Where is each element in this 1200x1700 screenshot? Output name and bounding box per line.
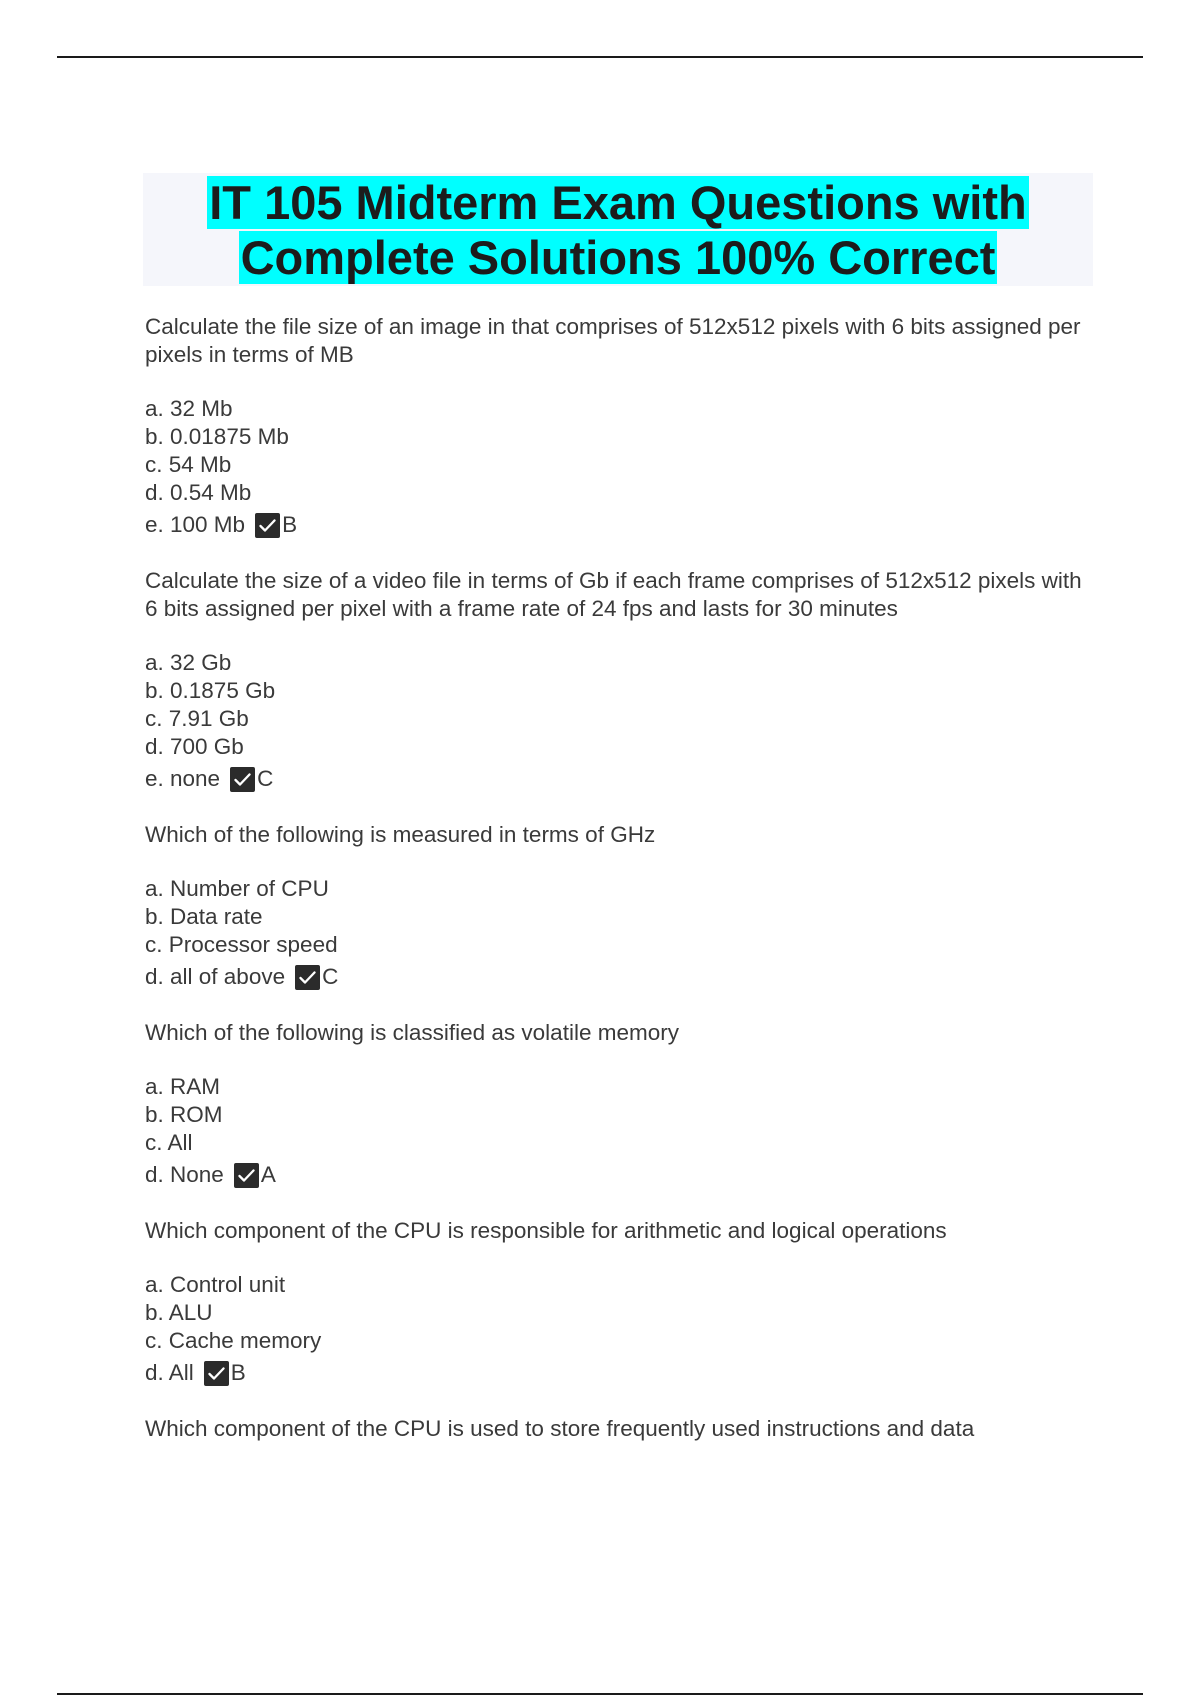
- checkmark-icon: [295, 965, 320, 990]
- option-item-with-answer: [145, 963, 1085, 991]
- option-list: [145, 649, 1085, 793]
- title-line-1: IT 105 Midterm Exam Questions with: [209, 175, 1027, 229]
- question-block: [145, 821, 1085, 991]
- question-text: Which component of the CPU is used to store frequently used instructions and data: [145, 1416, 975, 1441]
- option-list: [145, 1073, 1085, 1189]
- question-block: [145, 1019, 1085, 1189]
- option-item: a. 32 Gb: [145, 650, 232, 675]
- question-block: [145, 313, 1085, 539]
- option-label: d. All: [145, 1360, 194, 1385]
- option-item: b. ROM: [145, 1102, 223, 1127]
- option-label: d. all of above: [145, 964, 286, 989]
- checkmark-icon: [255, 513, 280, 538]
- option-item: b. Data rate: [145, 904, 263, 929]
- option-item: a. 32 Mb: [145, 396, 233, 421]
- question-text: Which component of the CPU is responsible for arithmetic and logical operations: [145, 1218, 947, 1243]
- answer-letter: B: [282, 512, 298, 537]
- question-block: [145, 567, 1085, 793]
- question-text: Calculate the file size of an image in that comprises of 512x512 pixels with 6 bits assigned per pixels in terms of MB: [145, 314, 1081, 367]
- title-band: [143, 173, 1093, 286]
- option-item: c. All: [145, 1130, 193, 1155]
- top-rule: [57, 56, 1143, 58]
- option-item-with-answer: [145, 1359, 1085, 1387]
- option-item-with-answer: [145, 1161, 1085, 1189]
- option-item: b. 0.1875 Gb: [145, 678, 276, 703]
- question-block: [145, 1415, 1085, 1443]
- option-item: a. Control unit: [145, 1272, 286, 1297]
- option-label: e. 100 Mb: [145, 512, 246, 537]
- option-item: c. 54 Mb: [145, 452, 232, 477]
- option-item: a. RAM: [145, 1074, 221, 1099]
- option-list: [145, 395, 1085, 539]
- option-item: c. Processor speed: [145, 932, 338, 957]
- option-item: d. 0.54 Mb: [145, 480, 252, 505]
- option-item: a. Number of CPU: [145, 876, 329, 901]
- option-list: [145, 1271, 1085, 1387]
- questions-list: [145, 313, 1085, 1469]
- question-text: Calculate the size of a video file in terms of Gb if each frame comprises of 512x512 pixels with 6 bits assigned per pixel with a frame rate of 24 fps and lasts for 30 minutes: [145, 568, 1082, 621]
- option-item: b. ALU: [145, 1300, 213, 1325]
- answer-letter: A: [260, 1162, 276, 1187]
- option-item-with-answer: [145, 765, 1085, 793]
- checkmark-icon: [204, 1361, 229, 1386]
- checkmark-icon: [234, 1163, 259, 1188]
- title-line-2: Complete Solutions 100% Correct: [240, 230, 996, 284]
- option-item: c. 7.91 Gb: [145, 706, 249, 731]
- option-item: b. 0.01875 Mb: [145, 424, 289, 449]
- option-item: d. 700 Gb: [145, 734, 244, 759]
- option-item: c. Cache memory: [145, 1328, 322, 1353]
- option-label: d. None: [145, 1162, 224, 1187]
- question-text: Which of the following is classified as volatile memory: [145, 1020, 679, 1045]
- question-text: Which of the following is measured in terms of GHz: [145, 822, 656, 847]
- answer-letter: C: [257, 766, 274, 791]
- option-list: [145, 875, 1085, 991]
- answer-letter: C: [322, 964, 339, 989]
- option-item-with-answer: [145, 511, 1085, 539]
- question-block: [145, 1217, 1085, 1387]
- answer-letter: B: [230, 1360, 246, 1385]
- bottom-rule: [57, 1693, 1143, 1695]
- option-label: e. none: [145, 766, 221, 791]
- page-title: [207, 175, 1028, 285]
- checkmark-icon: [230, 767, 255, 792]
